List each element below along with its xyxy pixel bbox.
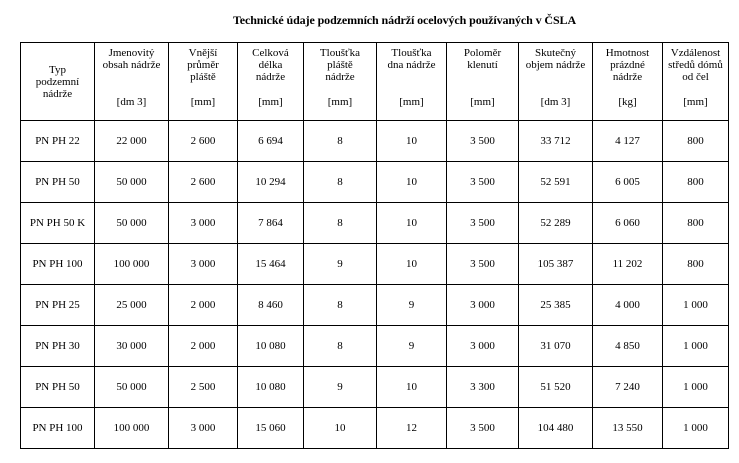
table-row	[21, 326, 729, 367]
table-cell: 2 000	[169, 285, 238, 326]
header-row	[21, 43, 729, 121]
table-cell: 50 000	[95, 367, 169, 408]
table-cell: 8 460	[238, 285, 304, 326]
table-cell: 8	[304, 326, 377, 367]
table-cell: 10	[377, 162, 447, 203]
table-cell: 10 294	[238, 162, 304, 203]
table-cell: 3 000	[447, 326, 519, 367]
table-cell: PN PH 22	[21, 121, 95, 162]
table-cell: PN PH 50 K	[21, 203, 95, 244]
table-cell: 3 500	[447, 162, 519, 203]
column-header-label: Vzdálenost středů dómů od čel	[668, 47, 723, 83]
table-cell: 8	[304, 203, 377, 244]
table-cell: 8	[304, 121, 377, 162]
table-cell: 2 600	[169, 121, 238, 162]
table-cell: 2 500	[169, 367, 238, 408]
table-cell: 4 000	[593, 285, 663, 326]
page-title: Technické údaje podzemních nádrží ocelových používaných v ČSLA	[232, 13, 577, 27]
column-header-label: Hmotnost prázdné nádrže	[605, 47, 650, 83]
table-cell: PN PH 25	[21, 285, 95, 326]
table-cell: 3 500	[447, 244, 519, 285]
table-cell: 15 464	[238, 244, 304, 285]
table-cell: 100 000	[95, 408, 169, 449]
table-cell: 50 000	[95, 203, 169, 244]
table-row	[21, 367, 729, 408]
table-cell: 30 000	[95, 326, 169, 367]
table-cell: 1 000	[663, 367, 729, 408]
table-cell: 3 300	[447, 367, 519, 408]
table-cell: 10	[304, 408, 377, 449]
table-cell: 6 060	[593, 203, 663, 244]
table-cell: 105 387	[519, 244, 593, 285]
table-cell: 10	[377, 244, 447, 285]
table-cell: PN PH 100	[21, 244, 95, 285]
column-header-label: Tloušťka pláště nádrže	[319, 47, 361, 83]
table-cell: 1 000	[663, 326, 729, 367]
table-row	[21, 162, 729, 203]
table-row	[21, 285, 729, 326]
table-body	[21, 121, 729, 449]
table-cell: 10	[377, 203, 447, 244]
table-cell: 9	[377, 326, 447, 367]
table-cell: 25 000	[95, 285, 169, 326]
column-header-empty-weight	[593, 43, 663, 121]
column-header-total-length	[238, 43, 304, 121]
table-cell: 25 385	[519, 285, 593, 326]
table-cell: 800	[663, 162, 729, 203]
column-header-unit: [dm 3]	[116, 96, 147, 108]
column-header-unit: [mm]	[683, 96, 708, 108]
table-cell: 1 000	[663, 285, 729, 326]
table-cell: 1 000	[663, 408, 729, 449]
table-cell: 3 000	[169, 408, 238, 449]
column-header-label: Vnější průměr pláště	[187, 47, 219, 83]
table-cell: PN PH 50	[21, 162, 95, 203]
column-header-shell-thickness	[304, 43, 377, 121]
table-cell: 22 000	[95, 121, 169, 162]
table-row	[21, 121, 729, 162]
table-cell: 800	[663, 121, 729, 162]
table-cell: PN PH 100	[21, 408, 95, 449]
table-cell: 7 864	[238, 203, 304, 244]
table-cell: 2 600	[169, 162, 238, 203]
column-header-unit: [mm]	[399, 96, 424, 108]
table-cell: 10 080	[238, 367, 304, 408]
tank-specs-table	[20, 42, 729, 449]
table-cell: 10 080	[238, 326, 304, 367]
table-cell: 12	[377, 408, 447, 449]
column-header-label: Poloměr klenutí	[463, 47, 502, 71]
table-cell: 4 127	[593, 121, 663, 162]
column-header-actual-volume	[519, 43, 593, 121]
column-header-outer-diameter	[169, 43, 238, 121]
table-cell: PN PH 30	[21, 326, 95, 367]
table-cell: 50 000	[95, 162, 169, 203]
column-header-unit: [mm]	[258, 96, 283, 108]
column-header-nominal-capacity	[95, 43, 169, 121]
column-header-tank-type	[21, 43, 95, 121]
table-cell: 10	[377, 121, 447, 162]
table-cell: 51 520	[519, 367, 593, 408]
table-cell: 15 060	[238, 408, 304, 449]
table-cell: 3 000	[447, 285, 519, 326]
table-cell: 3 000	[169, 203, 238, 244]
column-header-unit: [kg]	[618, 96, 637, 108]
table-row	[21, 244, 729, 285]
column-header-label: Typ podzemní nádrže	[35, 63, 80, 100]
table-cell: 800	[663, 244, 729, 285]
table-cell: 104 480	[519, 408, 593, 449]
column-header-label: Jmenovitý obsah nádrže	[102, 47, 161, 71]
table-cell: 7 240	[593, 367, 663, 408]
table-cell: 33 712	[519, 121, 593, 162]
table-row	[21, 203, 729, 244]
column-header-unit: [mm]	[470, 96, 495, 108]
table-cell: PN PH 50	[21, 367, 95, 408]
table-cell: 13 550	[593, 408, 663, 449]
table-cell: 52 289	[519, 203, 593, 244]
column-header-label: Celková délka nádrže	[252, 47, 289, 83]
table-cell: 8	[304, 285, 377, 326]
column-header-label: Skutečný objem nádrže	[525, 47, 586, 71]
table-cell: 31 070	[519, 326, 593, 367]
table-cell: 3 000	[169, 244, 238, 285]
table-cell: 52 591	[519, 162, 593, 203]
column-header-unit: [mm]	[190, 96, 216, 108]
column-header-label: Tloušťka dna nádrže	[387, 47, 436, 71]
table-cell: 3 500	[447, 408, 519, 449]
table-cell: 9	[304, 367, 377, 408]
table-cell: 9	[377, 285, 447, 326]
table-row	[21, 408, 729, 449]
table-cell: 10	[377, 367, 447, 408]
table-cell: 6 005	[593, 162, 663, 203]
table-cell: 3 500	[447, 203, 519, 244]
column-header-unit: [dm 3]	[540, 96, 571, 108]
column-header-bottom-thickness	[377, 43, 447, 121]
table-cell: 4 850	[593, 326, 663, 367]
table-cell: 2 000	[169, 326, 238, 367]
table-cell: 11 202	[593, 244, 663, 285]
column-header-dome-distance	[663, 43, 729, 121]
table-cell: 9	[304, 244, 377, 285]
table-cell: 8	[304, 162, 377, 203]
table-cell: 100 000	[95, 244, 169, 285]
column-header-dome-radius	[447, 43, 519, 121]
table-cell: 800	[663, 203, 729, 244]
column-header-unit: [mm]	[327, 96, 353, 108]
table-cell: 6 694	[238, 121, 304, 162]
table-cell: 3 500	[447, 121, 519, 162]
